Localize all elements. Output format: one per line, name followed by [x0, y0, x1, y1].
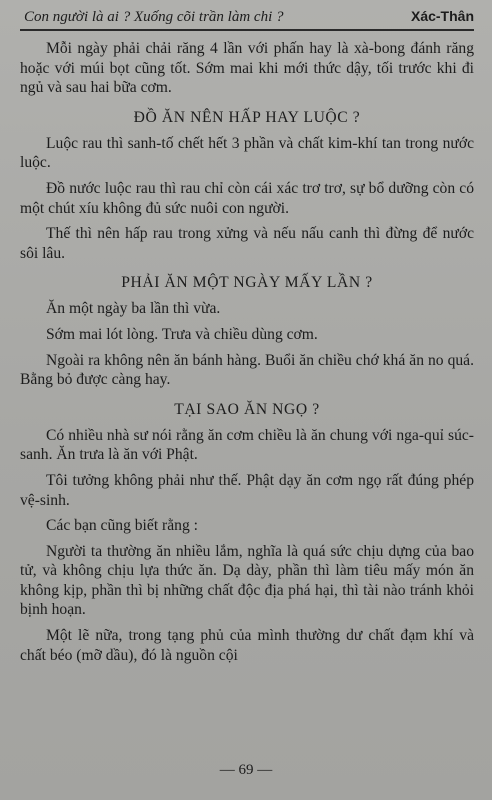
page-number: — 69 —: [219, 762, 273, 778]
page-body: [20, 39, 474, 665]
section-heading: ĐỒ ĂN NÊN HẤP HAY LUỘC ?: [133, 108, 361, 126]
paragraph: Luộc rau thì sanh-tố chết hết 3 phần và chất kim-khí tan trong nước luộc.: [20, 134, 474, 172]
section-heading: PHẢI ĂN MỘT NGÀY MẤY LẦN ?: [121, 274, 373, 292]
paragraph: Mỗi ngày phải chải răng 4 lần với phấn hay là xà-bong đánh răng hoặc với múi bọt cũng tốt. Sớm mai khi mới thức dậy, tối trước khi đi ngủ và sau hai bữa cơm.: [20, 40, 474, 97]
paragraph: Ngoài ra không nên ăn bánh hàng. Buổi ăn chiều chớ khá ăn no quá. Bằng bỏ được càng hay.: [20, 351, 474, 389]
header-title: Con người là ai ? Xuống cõi trần làm chi ?: [24, 9, 284, 25]
paragraph: Đồ nước luộc rau thì rau chỉ còn cái xác trơ trơ, sự bổ dưỡng còn có một chút xíu không đủ sức nuôi con người.: [20, 179, 474, 217]
running-header: [20, 6, 474, 31]
paragraph: Ăn một ngày ba lần thì vừa.: [46, 300, 221, 318]
paragraph: Sớm mai lót lòng. Trưa và chiều dùng cơm.: [46, 325, 318, 343]
paragraph: Một lẽ nữa, trong tạng phủ của mình thường dư chất đạm khí và chất béo (mỡ dầu), đó là nguồn cội: [20, 627, 474, 664]
paragraph: Có nhiều nhà sư nói rằng ăn cơm chiều là ăn chung với nga-quỉ súc-sanh. Ăn trưa là ăn với Phật.: [20, 426, 474, 464]
paragraph: Người ta thường ăn nhiều lắm, nghĩa là quá sức chịu dựng của bao tử, và không chịu lựa thức ăn. Dạ dày, phần thì làm tiêu mấy món ăn không kịp, phần thì bị những chất độc địa phá hại, thì tài nào tránh khỏi bịnh hoạn.: [20, 542, 474, 619]
paragraph: Các bạn cũng biết rằng :: [46, 517, 198, 535]
paragraph: Thế thì nên hấp rau trong xửng và nếu nấu canh thì đừng để nước sôi lâu.: [20, 225, 474, 262]
section-heading: TẠI SAO ĂN NGỌ ?: [174, 400, 320, 418]
header-author: Xác-Thân: [410, 8, 474, 24]
paragraph: Tôi tưởng không phải như thế. Phật dạy ăn cơm ngọ rất đúng phép vệ-sinh.: [20, 471, 474, 509]
